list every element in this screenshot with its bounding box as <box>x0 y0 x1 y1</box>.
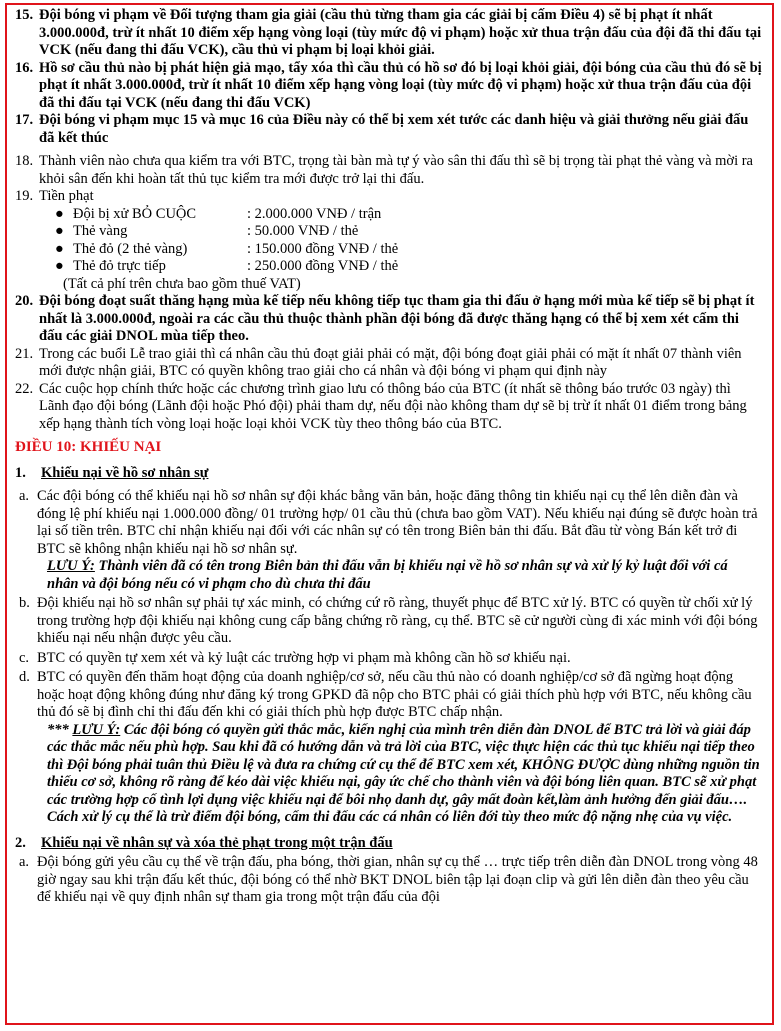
item-number: 15. <box>15 7 34 23</box>
section-title: Khiếu nại về nhân sự và xóa thẻ phạt trong một trận đấu <box>41 834 393 851</box>
fee-list <box>15 206 762 276</box>
article-heading: ĐIỀU 10: KHIẾU NẠI <box>15 439 162 455</box>
item-number: 18. <box>15 153 34 169</box>
item-number: 22. <box>15 380 34 397</box>
item-number: 17. <box>15 112 34 128</box>
item-text: Trong các buổi Lễ trao giải thì cá nhân cầu thủ đoạt giải phải có mặt, đội bóng đoạt giải phải có mặt ít nhất 07 thành viên mới được nhận giải, BTC có quyền không trao giải cho cá nhân và đội bóng vi phạm qui định này <box>39 345 742 379</box>
fee-row <box>55 241 762 259</box>
note-label: LƯU Ý: <box>47 558 95 574</box>
note-block-2 <box>15 722 762 827</box>
rule-item-22 <box>15 381 762 434</box>
bullet-icon: ● <box>55 205 64 222</box>
section-number: 1. <box>15 464 26 481</box>
section-title: Khiếu nại về hồ sơ nhân sự <box>41 464 209 481</box>
rule-item-16 <box>15 60 762 113</box>
clause-letter: b. <box>19 595 30 611</box>
clause-c <box>15 650 762 668</box>
fee-row <box>55 258 762 276</box>
section-heading-1 <box>15 465 762 483</box>
fee-label: Thẻ vàng <box>73 223 128 239</box>
fee-value: : 2.000.000 VNĐ / trận <box>247 205 382 222</box>
fee-value: : 250.000 đồng VNĐ / thẻ <box>247 258 399 274</box>
item-text: Hồ sơ cầu thủ nào bị phát hiện giả mạo, tẩy xóa thì cầu thủ có hồ sơ đó bị loại khỏi giải, đội bóng của cầu thủ đó sẽ bị phạt ít nhất 3.000.000đ, trừ ít nhất 10 điểm xếp hạng vòng loại (tùy mức độ vi phạm) hoặc xử thua trận đấu của đội đã thi đấu tại VCK (nếu đang thi đấu VCK) <box>39 59 762 111</box>
fee-row <box>55 206 762 224</box>
item-text: Các cuộc họp chính thức hoặc các chương trình giao lưu có thông báo của BTC (ít nhất sẽ thông báo trước 03 ngày) thì Lãnh đạo đội bóng (Lãnh đội hoặc Phó đội) phải tham dự, nếu đội nào không tham dự sẽ bị trừ ít nhất 01 điểm trong bảng xếp hạng thành tích vòng loại hoặc loại khỏi VCK tùy theo thông báo của BTC. <box>39 380 747 432</box>
item-number: 19. <box>15 188 34 204</box>
fee-label: Đội bị xử BỎ CUỘC <box>73 205 197 222</box>
clause-text: BTC có quyền tự xem xét và kỷ luật các trường hợp vi phạm mà không cần hồ sơ khiếu nại. <box>37 649 571 666</box>
document-page <box>5 3 774 1025</box>
item-text: Đội bóng vi phạm mục 15 và mục 16 của Điều này có thể bị xem xét tước các danh hiệu và giải thưởng nếu giải đấu đã kết thúc <box>39 112 749 146</box>
fee-value: : 50.000 VNĐ / thẻ <box>247 223 359 239</box>
clause-b <box>15 595 762 648</box>
note-block <box>15 558 762 593</box>
note-text: Các đội bóng có quyền gửi thắc mắc, kiến nghị của mình trên diễn đàn DNOL để BTC trả lời và giải đáp các thắc mắc nếu phù hợp. Sau khi đã có hướng dẫn và trả lời của BTC, việc thực hiện các thủ tục khiếu nại tiếp theo thì Đội bóng phải tuân thủ Điều lệ và đưa ra chứng cứ cụ thể để BTC xem xét, KHÔNG ĐƯỢC dùng những nguồn tin thiếu cơ sở, không rõ ràng để kéo dài việc khiếu nại, gây ức chế cho thành viên và đội bóng liên quan. BTC sẽ xử phạt các trường hợp cố tình lợi dụng việc khiếu nại để bôi nhọ danh dự, gây mất đoàn kết,làm ảnh hưởng đến giải đấu…. Cách xử lý cụ thể là trừ điểm đội bóng, cấm thi đấu các cá nhân có liên đới tùy theo mức độ nặng nhẹ của vụ việc. <box>47 721 760 825</box>
rule-item-18 <box>15 153 762 188</box>
section-heading-2 <box>15 835 762 853</box>
note-text: Thành viên đã có tên trong Biên bản thi đấu vẫn bị khiếu nại về hồ sơ nhân sự và xử lý kỷ luật đối với cá nhân và đội bóng nếu có vi phạm cho dù chưa thi đấu <box>47 558 728 592</box>
clause-text: BTC có quyền đến thăm hoạt động của doanh nghiệp/cơ sở, nếu cầu thủ nào có doanh nghiệp/cơ sở đã ngừng hoạt động hoặc hoạt động không đúng như đăng ký trong GPKD đã nộp cho BTC phải có giải thích phù hợp với BTC, nếu không cầu thủ đó sẽ bị đình chỉ thi đấu đến khi có giải thích phù hợp được BTC chấp nhận. <box>37 669 752 720</box>
item-text: Đội bóng vi phạm về Đối tượng tham gia giải (cầu thủ từng tham gia các giải bị cấm Điều 4) sẽ bị phạt ít nhất 3.000.000đ, trừ ít nhất 10 điểm xếp hạng vòng loại (tùy mức độ vi phạm) hoặc xử thua trận đấu của đội đã thi đấu tại VCK (nếu đang thi đấu VCK), cầu thủ vi phạm bị loại khỏi giải. <box>39 7 762 58</box>
item-number: 16. <box>15 59 34 76</box>
clause-text: Đội bóng gửi yêu cầu cụ thể về trận đấu, pha bóng, thời gian, nhân sự cụ thể … trực tiếp trên diễn đàn DNOL trong vòng 48 giờ ngay sau khi trận đấu kết thúc, đội bóng có thể nhờ BKT DNOL biên tập lại đoạn clip và gửi lên diễn đàn theo yêu cầu để khiếu nại về quy định nhân sự tham gia trong một trận đấu của đội <box>37 854 758 905</box>
section-number: 2. <box>15 834 26 851</box>
item-text: Thành viên nào chưa qua kiểm tra với BTC, trọng tài bàn mà tự ý vào sân thi đấu thì sẽ bị trọng tài phạt thẻ vàng và mời ra khỏi sân đến khi hoàn tất thủ tục kiểm tra mới được trở lại thi đấu. <box>39 153 753 187</box>
clause-letter: a. <box>19 854 30 870</box>
fee-row <box>55 223 762 241</box>
clause-letter: d. <box>19 669 30 685</box>
item-number: 21. <box>15 345 34 362</box>
item-text: Đội bóng đoạt suất thăng hạng mùa kế tiếp nếu không tiếp tục tham gia thi đấu ở hạng mới mùa kế tiếp sẽ bị phạt ít nhất là 3.000.000đ, ngoài ra các cầu thủ thuộc thành phần đội bóng đã được thăng hạng có thể bị xem xét cấm thi đấu các giải DNOL mùa tiếp theo. <box>39 293 755 344</box>
rule-item-21 <box>15 346 762 381</box>
bullet-icon: ● <box>55 258 64 274</box>
fee-label: Thẻ đỏ trực tiếp <box>73 258 166 274</box>
rule-item-20 <box>15 293 762 346</box>
clause-d <box>15 669 762 722</box>
item-text: Tiền phạt <box>39 188 94 204</box>
clause-text: Đội khiếu nại hồ sơ nhân sự phải tự xác minh, có chứng cứ rõ ràng, thuyết phục để BTC xử lý. BTC có quyền từ chối xử lý trong trường hợp đội khiếu nại không cung cấp bằng chứng rõ ràng, cụ thể. BTC sẽ cử người cùng đi xác minh với đội bóng khiếu nại nếu nhận được yêu cầu. <box>37 595 758 646</box>
fee-value: : 150.000 đồng VNĐ / thẻ <box>247 240 399 257</box>
clause-text: Các đội bóng có thể khiếu nại hồ sơ nhân sự đội khác bằng văn bản, hoặc đăng thông tin khiếu nại cụ thể lên diễn đàn và đóng lệ phí khiếu nại 1.000.000 đồng/ 01 trường hợp/ 01 cầu thủ (chưa bao gồm VAT). Nếu khiếu nại đúng sẽ được hoàn trả lại số tiền trên. BTC chỉ nhận khiếu nại đối với các nhân sự có tên trong Biên bản thi đấu. Bắt đầu từ vòng Bán kết trở đi BTC sẽ không nhận khiếu nại hồ sơ nhân sự. <box>37 488 758 557</box>
item-number: 20. <box>15 293 34 309</box>
bullet-icon: ● <box>55 223 64 239</box>
bullet-icon: ● <box>55 240 64 257</box>
clause-letter: c. <box>19 649 30 666</box>
note-label: LƯU Ý: <box>72 721 121 738</box>
rule-item-19 <box>15 188 762 206</box>
rule-item-15 <box>15 7 762 60</box>
clause-a <box>15 488 762 558</box>
note-prefix: *** <box>47 721 73 738</box>
clause-letter: a. <box>19 488 30 504</box>
fee-label: Thẻ đỏ (2 thẻ vàng) <box>73 240 188 257</box>
rule-item-17 <box>15 112 762 147</box>
fee-note: (Tất cả phí trên chưa bao gồm thuế VAT) <box>63 275 301 292</box>
clause-a-2 <box>15 854 762 907</box>
